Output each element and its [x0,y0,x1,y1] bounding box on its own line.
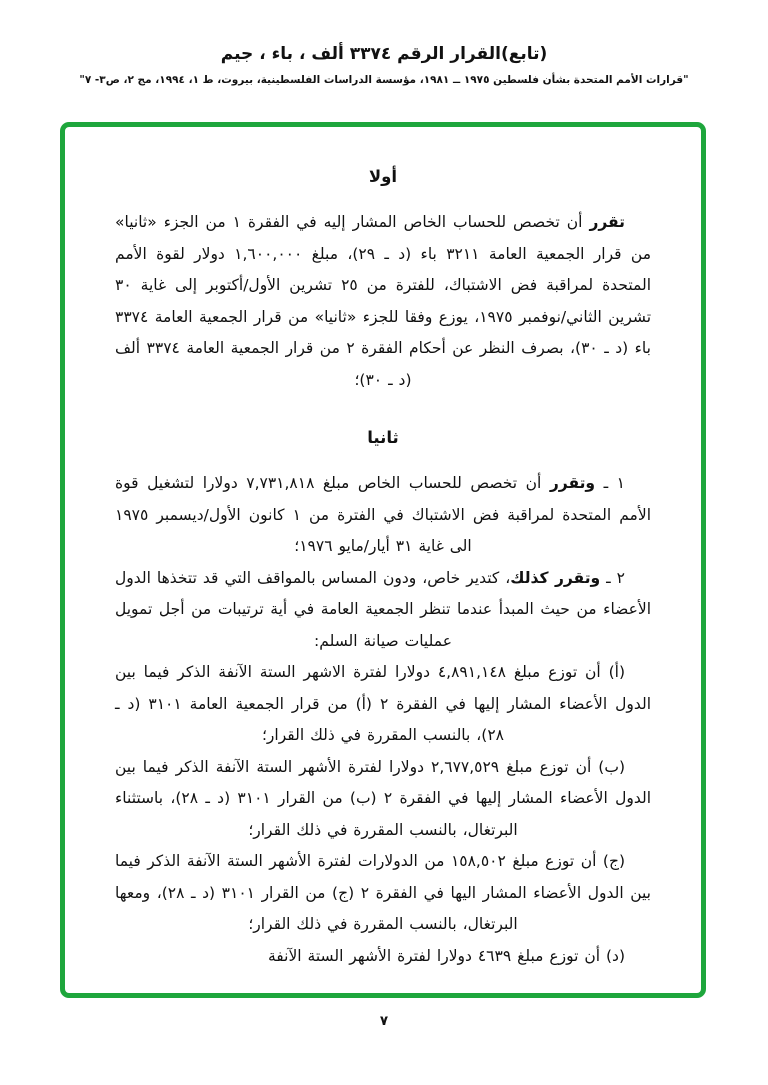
page-number: ٧ [379,1013,389,1029]
paragraph-text: أن توزع مبلغ ١٥٨,٥٠٢ من الدولارات لفترة الأشهر الستة الآنفة الذكر فيما بين الدول الأعضاء المشار اليها في الفقرة ٢ (ج) من القرار ٣١٠١ (د ـ ٢٨)، ومعها البرتغال، بالنسب المقررة في ذلك القرار؛ [115,852,651,933]
section-heading-first: أولا [368,167,398,186]
paragraph-operative-1 [115,207,651,396]
subparagraph-d [115,941,651,973]
paragraph-prefix: (ب) [591,757,625,776]
paragraph-text: أن توزع مبلغ ٤٦٣٩ دولارا لفترة الأشهر الستة الآنفة [268,946,601,965]
paragraph-prefix: ٢ ـ [600,568,625,587]
paragraph-prefix: (د) [600,946,625,965]
subparagraph-c [115,846,651,941]
document-title: (تابع)القرار الرقم ٣٣٧٤ ألف ، باء ، جيم [220,44,548,64]
paragraph-prefix: (أ) [600,663,626,681]
document-header [0,42,768,87]
section-heading-second: ثانيا [367,428,399,447]
page-footer [0,1010,768,1029]
paragraph-prefix: (ج) [596,852,625,870]
green-annotation-box [60,122,706,998]
paragraph-lead: وتقرر كذلك [510,568,601,587]
paragraph-lead: تقرر [589,213,625,231]
paragraph-text: أن تخصص للحساب الخاص مبلغ ٧,٧٣١,٨١٨ دولارا لتشغيل قوة الأمم المتحدة لمراقبة فض الاشتباك في الفترة من ١ كانون الأول/ديسمبر ١٩٧٥ الى غاية ٣١ أيار/مايو ١٩٧٦؛ [115,474,652,555]
paragraph-numbered-1 [115,468,651,563]
paragraph-lead: وتقرر [549,474,596,492]
paragraph-text: أن توزع مبلغ ٢,٦٧٧,٥٢٩ دولارا لفترة الأشهر الستة الآنفة الذكر فيما بين الدول الأعضاء المشار إليها في الفقرة ٢ (ب) من القرار ٣١٠١ (د ـ ٢٨)، باستثناء البرتغال، بالنسب المقررة في ذلك القرار؛ [115,757,652,839]
paragraph-numbered-2 [115,563,651,658]
subparagraph-b [115,752,651,847]
document-source-citation: "قرارات الأمم المتحدة بشأن فلسطين ١٩٧٥ ــ ١٩٨١، مؤسسة الدراسات الفلسطينية، بيروت، ط ١، ١٩٩٤، مج ٢، ص٣- ٧" [79,74,689,86]
paragraph-prefix: ١ ـ [595,474,625,492]
subparagraph-a [115,657,651,752]
paragraph-text: أن تخصص للحساب الخاص المشار إليه في الفقرة ١ من الجزء «ثانيا» من قرار الجمعية العامة ٣٢١١ باء (د ـ ٢٩)، مبلغ ١,٦٠٠,٠٠٠ دولار لقوة الأمم المتحدة لمراقبة فض الاشتباك، للفترة من ٢٥ تشرين الأول/أكتوبر إلى غاية ٣٠ تشرين الثاني/نوفمبر ١٩٧٥، يوزع وفقا للجزء «ثانيا» من قرار الجمعية العامة ٣٣٧٤ باء (د ـ ٣٠)، بصرف النظر عن أحكام الفقرة ٢ من قرار الجمعية العامة ٣٣٧٤ ألف (د ـ ٣٠)؛ [115,213,652,389]
paragraph-text: ، كتدير خاص، ودون المساس بالمواقف التي قد تتخذها الدول الأعضاء من حيث المبدأ عندما تنظر الجمعية العامة في أية ترتيبات من أجل تمويل عمليات صيانة السلم: [115,568,651,650]
paragraph-text: أن توزع مبلغ ٤,٨٩١,١٤٨ دولارا لفترة الاشهر الستة الآنفة الذكر فيما بين الدول الأعضاء المشار إليها في الفقرة ٢ (أ) من قرار الجمعية العامة ٣١٠١ (د ـ ٢٨)، بالنسب المقررة في ذلك القرار؛ [115,663,651,744]
